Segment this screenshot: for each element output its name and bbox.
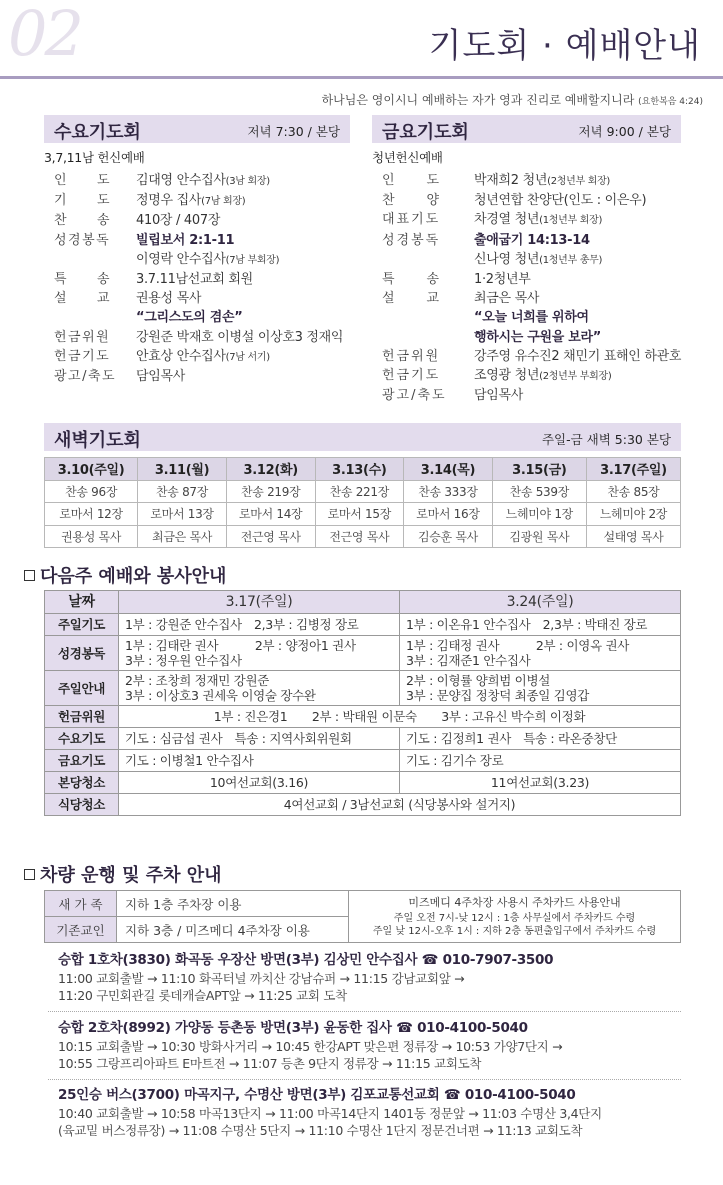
dawn-texts-row <box>45 503 681 526</box>
program-value <box>474 231 590 250</box>
parking-card-notice <box>349 891 681 943</box>
program-row <box>382 366 681 386</box>
dawn-cell: 3.15(금) <box>492 458 586 481</box>
verse-ref: (요한복음 4:24) <box>638 97 703 107</box>
dawn-time: 주일-금 새벽 5:30 본당 <box>541 432 671 447</box>
route-van-2-header: 승합 2호차(8992) 가양동 등촌동 방면(3부) 윤동한 집사 ☎ 010-4100-5040 <box>58 1020 528 1036</box>
program-value <box>474 210 602 230</box>
next-row <box>45 706 681 728</box>
program-note: (7남 서기) <box>225 351 270 363</box>
dawn-cell: 로마서 12장 <box>45 503 138 526</box>
next-cell-line: 기도 : 김정희1 권사 특송 : 라온중창단 <box>406 731 617 746</box>
program-label: 헌금위원 <box>382 348 441 364</box>
program-row <box>54 211 343 230</box>
program-row <box>382 328 681 347</box>
program-row <box>382 308 681 327</box>
route-divider <box>48 1079 681 1080</box>
route-van-2 <box>58 1020 562 1073</box>
program-row <box>382 386 681 405</box>
program-value-text: 담임목사 <box>136 369 186 385</box>
next-row-label: 헌금위원 <box>45 706 119 728</box>
dawn-cell: 찬송 96장 <box>45 480 138 503</box>
program-row <box>54 171 343 191</box>
program-label: 성경봉독 <box>54 232 111 248</box>
next-cell-line: 1부 : 강원준 안수집사 2,3부 : 김병정 장로 <box>125 617 359 632</box>
next-cell-b <box>400 750 681 772</box>
program-value <box>474 386 523 405</box>
program-label: 설 교 <box>54 291 112 307</box>
dawn-cell: 3.10(주일) <box>45 458 138 481</box>
route-van-1 <box>58 952 553 1005</box>
program-value-text: 강주영 유수진2 채민기 표해인 하관호 <box>474 348 682 364</box>
dawn-cell: 3.13(수) <box>315 458 404 481</box>
next-row-label: 주일기도 <box>45 614 119 636</box>
program-value <box>136 250 279 270</box>
program-row <box>382 231 681 250</box>
program-row <box>54 289 343 308</box>
program-value-text: 신나영 청년 <box>474 251 540 267</box>
program-row <box>382 347 681 366</box>
program-label: 광고/축도 <box>382 388 447 404</box>
next-head-row <box>45 591 681 614</box>
fri-title: 금요기도회 <box>382 122 469 143</box>
next-cell-a <box>119 614 400 636</box>
program-row <box>54 231 343 250</box>
next-cell-a <box>119 636 400 671</box>
next-row <box>45 671 681 706</box>
program-label <box>382 328 474 347</box>
next-cell-b <box>400 728 681 750</box>
program-note: (2청년부 부회장) <box>539 371 612 383</box>
dawn-cell: 찬송 85장 <box>586 480 680 503</box>
fri-program <box>382 171 681 405</box>
route-bus-line-1: 10:40 교회출발 → 10:58 마곡13단지 → 11:00 마곡14단지 1401동 정문앞 → 11:03 수명산 3,4단지 <box>58 1105 602 1121</box>
parking-value-newcomer: 지하 1층 주차장 이용 <box>117 891 349 917</box>
route-van-1-line-1: 11:00 교회출발 → 11:10 화곡터널 까치산 강남슈퍼 → 11:15 강남교회앞 → <box>58 970 465 986</box>
next-cell-line: 2부 : 이형률 양희범 이병설 <box>406 673 551 688</box>
dawn-cell: 전근영 목사 <box>226 525 315 548</box>
fri-time: 저녁 9:00 / 본당 <box>578 124 671 139</box>
program-row <box>54 270 343 289</box>
program-value-text: 1·2청년부 <box>474 272 531 288</box>
next-row <box>45 614 681 636</box>
wed-title: 수요기도회 <box>54 122 141 143</box>
program-value-text: 박재희2 청년 <box>474 173 548 188</box>
program-label: 특 송 <box>54 272 112 288</box>
program-row <box>54 328 343 347</box>
program-value-text: 안효상 안수집사 <box>136 348 226 364</box>
verse-text: 하나님은 영이시니 예배하는 자가 영과 진리로 예배할지니라 <box>321 93 635 107</box>
route-bus <box>58 1087 602 1140</box>
program-label: 대표기도 <box>382 212 441 228</box>
program-label: 기 도 <box>54 193 112 209</box>
wed-subtitle: 3,7,11남 헌신예배 <box>44 150 145 165</box>
program-value-text: 빌립보서 2:1-11 <box>136 232 235 248</box>
route-van-2-line-2: 10:55 그랑프리아파트 E마트전 → 11:07 등촌 9단지 정류장 → 11:15 교회도착 <box>58 1056 482 1072</box>
program-label: 헌금위원 <box>54 329 111 345</box>
dawn-cell: 찬송 539장 <box>492 480 586 503</box>
notice-line-2: 주일 낮 12시-오후 1시 : 지하 2층 동편출입구에서 주차카드 수령 <box>372 925 657 937</box>
program-value-text: 이영락 안수집사 <box>136 251 226 267</box>
program-value-text: 410장 / 407장 <box>136 213 221 229</box>
program-label: 성경봉독 <box>382 232 441 248</box>
next-row-label: 본당청소 <box>45 772 119 794</box>
next-cell-line: 기도 : 심금섭 권사 특송 : 지역사회위원회 <box>125 731 352 746</box>
square-bullet-icon <box>24 869 35 880</box>
dawn-cell: 권용성 목사 <box>45 525 138 548</box>
next-cell-line: 11여선교회(3.23) <box>490 775 590 790</box>
dawn-cell: 찬송 333장 <box>404 480 493 503</box>
next-cell-a <box>119 728 400 750</box>
next-cell-line: 3부 : 김재준1 안수집사 <box>406 653 531 668</box>
next-head-d1: 3.17(주일) <box>119 591 400 614</box>
program-value-text: “그리스도의 겸손” <box>136 310 243 326</box>
program-note: (7남 회장) <box>201 196 246 208</box>
program-value-text: 강원준 박재호 이병설 이상호3 정재익 <box>136 329 344 345</box>
program-value <box>474 347 681 366</box>
next-cell-a <box>119 671 400 706</box>
route-bus-line-2: (육교밑 버스정류장) → 11:08 수명산 5단지 → 11:10 수명산 1단지 정문건너편 → 11:13 교회도착 <box>58 1123 583 1139</box>
wed-program <box>54 171 343 386</box>
next-row <box>45 772 681 794</box>
program-label: 설 교 <box>382 291 442 307</box>
program-value <box>136 328 343 347</box>
dawn-cell: 설태영 목사 <box>586 525 680 548</box>
next-cell-a <box>119 772 400 794</box>
dawn-cell: 3.12(화) <box>226 458 315 481</box>
next-week-table <box>44 590 681 816</box>
program-value <box>136 289 201 308</box>
next-cell-a <box>119 750 400 772</box>
program-label: 인 도 <box>54 173 112 188</box>
dawn-cell: 찬송 87장 <box>138 480 227 503</box>
program-value <box>474 366 611 386</box>
title-divider <box>0 76 723 79</box>
parking-value-member: 지하 3층 / 미즈메디 4주차장 이용 <box>117 917 349 943</box>
dawn-cell: 로마서 14장 <box>226 503 315 526</box>
program-value <box>136 308 243 327</box>
next-cell-line: 1부 : 김태란 권사 2부 : 양정아1 권사 <box>125 638 356 653</box>
program-label: 광고/축도 <box>54 369 117 385</box>
next-row-label: 식당청소 <box>45 794 119 816</box>
verse <box>322 91 703 108</box>
parking-table <box>44 890 681 943</box>
next-cell-b <box>400 671 681 706</box>
program-row <box>54 367 343 386</box>
page-title: 기도회 · 예배안내 <box>428 26 701 66</box>
program-value-text: 3.7.11남선교회 회원 <box>136 272 253 288</box>
program-row <box>54 308 343 327</box>
dawn-cell: 최금은 목사 <box>138 525 227 548</box>
next-cell-b <box>400 772 681 794</box>
dawn-cell: 느헤미야 1장 <box>492 503 586 526</box>
route-van-2-line-1: 10:15 교회출발 → 10:30 방화사거리 → 10:45 한강APT 맞은편 정류장 → 10:53 가양7단지 → <box>58 1038 563 1054</box>
program-value-text: 정명우 집사 <box>136 193 202 209</box>
dawn-cell: 3.11(월) <box>138 458 227 481</box>
next-row-full: 1부 : 진은경1 2부 : 박태원 이문숙 3부 : 고유신 박수희 이정화 <box>119 706 681 728</box>
dawn-title: 새벽기도회 <box>54 430 141 451</box>
next-cell-b <box>400 636 681 671</box>
program-value <box>474 289 539 308</box>
next-cell-line: 1부 : 이온유1 안수집사 2,3부 : 박태진 장로 <box>406 617 648 632</box>
program-row <box>382 270 681 289</box>
program-label: 특 송 <box>382 272 442 288</box>
dawn-hymns-row <box>45 480 681 503</box>
next-cell-line: 3부 : 이상호3 권세욱 이영술 장수완 <box>125 688 316 703</box>
parking-label-member: 기존교인 <box>45 917 117 943</box>
program-value-text: 차경열 청년 <box>474 212 540 228</box>
next-cell-line: 기도 : 이병철1 안수집사 <box>125 753 254 768</box>
program-label <box>54 250 136 270</box>
next-cell-line: 3부 : 정우원 안수집사 <box>125 653 242 668</box>
dawn-cell: 전근영 목사 <box>315 525 404 548</box>
next-row <box>45 794 681 816</box>
program-value-text: 최금은 목사 <box>474 291 540 307</box>
dawn-days-row <box>45 458 681 481</box>
program-label <box>382 250 474 270</box>
next-row <box>45 750 681 772</box>
dawn-cell: 3.14(목) <box>404 458 493 481</box>
program-value <box>474 270 531 289</box>
program-row <box>54 250 343 270</box>
next-cell-line: 1부 : 김태정 권사 2부 : 이영옥 권사 <box>406 638 630 653</box>
program-row <box>54 347 343 367</box>
dawn-header <box>44 423 681 451</box>
program-label <box>382 308 474 327</box>
program-value <box>136 347 270 367</box>
dawn-cell: 3.17(주일) <box>586 458 680 481</box>
program-label: 헌금기도 <box>54 348 111 364</box>
program-value <box>136 171 270 191</box>
program-label: 인 도 <box>382 173 442 188</box>
program-row <box>382 250 681 270</box>
program-value <box>474 250 602 270</box>
program-value-text: 권용성 목사 <box>136 291 202 307</box>
program-row <box>382 210 681 230</box>
program-value <box>136 231 234 250</box>
wed-header <box>44 115 350 143</box>
program-value-text: 담임목사 <box>474 388 524 404</box>
route-van-1-header: 승합 1호차(3830) 화곡동 우장산 방면(3부) 김상민 안수집사 ☎ 010-7907-3500 <box>58 952 554 968</box>
program-value <box>474 191 646 210</box>
program-note: (3남 회장) <box>225 176 270 187</box>
program-label: 헌금기도 <box>382 368 441 384</box>
next-cell-line: 10여선교회(3.16) <box>209 775 309 790</box>
dawn-cell: 로마서 13장 <box>138 503 227 526</box>
dawn-preachers-row <box>45 525 681 548</box>
parking-label-newcomer: 새 가 족 <box>45 891 117 917</box>
next-row <box>45 636 681 671</box>
program-value <box>136 367 185 386</box>
program-value <box>136 191 245 211</box>
fri-header <box>372 115 681 143</box>
program-note: (7남 부회장) <box>225 254 280 266</box>
next-head-d2: 3.24(주일) <box>400 591 681 614</box>
program-label: 찬 송 <box>54 213 112 229</box>
dawn-cell: 찬송 221장 <box>315 480 404 503</box>
route-divider <box>48 1011 681 1012</box>
next-cell-line: 3부 : 문양집 정창덕 최종일 김영갑 <box>406 688 590 703</box>
program-value-text: “오늘 너희를 위하여 <box>474 310 589 326</box>
route-bus-header: 25인승 버스(3700) 마곡지구, 수명산 방면(3부) 김포교통선교회 ☎ 010-4100-5040 <box>58 1087 576 1103</box>
program-value <box>474 308 589 327</box>
dawn-cell: 찬송 219장 <box>226 480 315 503</box>
dawn-cell: 느헤미야 2장 <box>586 503 680 526</box>
dawn-cell: 로마서 16장 <box>404 503 493 526</box>
program-value-text: 조영광 청년 <box>474 368 540 384</box>
program-row <box>382 289 681 308</box>
dawn-cell: 김승훈 목사 <box>404 525 493 548</box>
route-van-1-line-2: 11:20 구민회관길 롯데캐슬APT앞 → 11:25 교회 도착 <box>58 988 347 1004</box>
wed-time: 저녁 7:30 / 본당 <box>247 124 340 139</box>
next-week-title: 다음주 예배와 봉사안내 <box>40 566 227 587</box>
program-value-text: 행하시는 구원을 보라” <box>474 329 602 345</box>
program-value <box>474 328 601 347</box>
program-value <box>474 171 610 191</box>
dawn-cell: 김광원 목사 <box>492 525 586 548</box>
next-row-label: 금요기도 <box>45 750 119 772</box>
program-value-text: 출애굽기 14:13-14 <box>474 232 590 248</box>
next-head-date: 날짜 <box>45 591 119 614</box>
program-value-text: 청년연합 찬양단(인도 : 이은우) <box>474 193 647 209</box>
program-note: (2청년부 회장) <box>547 176 611 187</box>
notice-line-1: 주일 오전 7시-낮 12시 : 1층 사무실에서 주차카드 수령 <box>393 912 636 924</box>
dawn-cell: 로마서 15장 <box>315 503 404 526</box>
square-bullet-icon <box>24 570 35 581</box>
program-row <box>54 191 343 211</box>
page-number: 02 <box>8 0 81 70</box>
program-row <box>382 171 681 191</box>
next-cell-line: 기도 : 김기수 장로 <box>406 753 504 768</box>
car-title: 차량 운행 및 주차 안내 <box>40 865 222 886</box>
next-row-label: 성경봉독 <box>45 636 119 671</box>
next-row-label: 수요기도 <box>45 728 119 750</box>
next-cell-line: 2부 : 조창희 정재민 강원준 <box>125 673 270 688</box>
fri-subtitle: 청년헌신예배 <box>372 150 443 165</box>
program-label: 찬 양 <box>382 193 442 209</box>
next-cell-b <box>400 614 681 636</box>
notice-title: 미즈메디 4주차장 사용시 주차카드 사용안내 <box>408 895 621 909</box>
program-value <box>136 270 253 289</box>
program-note: (1청년부 총무) <box>539 254 603 266</box>
next-row-label: 주일안내 <box>45 671 119 706</box>
program-value-text: 김대영 안수집사 <box>136 173 226 188</box>
program-row <box>382 191 681 210</box>
program-note: (1청년부 회장) <box>539 215 603 227</box>
program-value <box>136 211 220 230</box>
program-label <box>54 308 136 327</box>
next-row <box>45 728 681 750</box>
dawn-table <box>44 457 681 548</box>
next-row-full: 4여선교회 / 3남선교회 (식당봉사와 설거지) <box>119 794 681 816</box>
